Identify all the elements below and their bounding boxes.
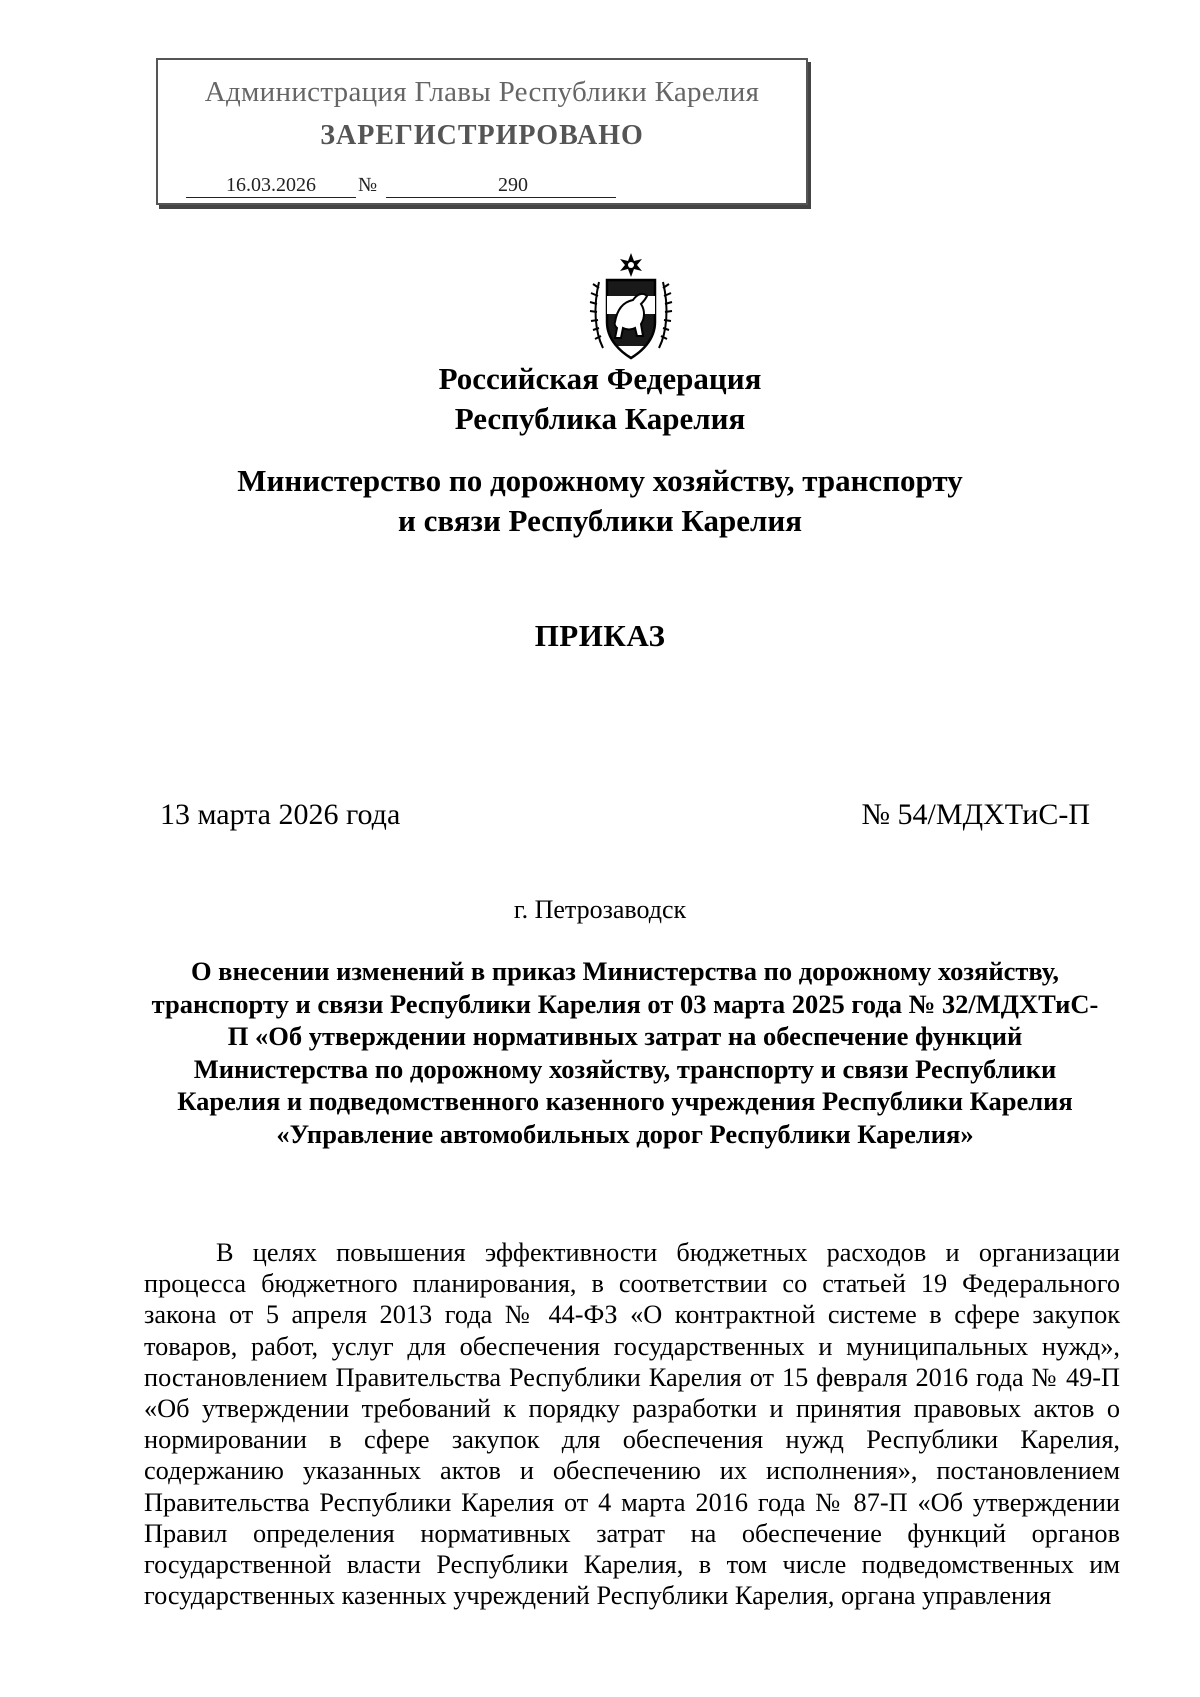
ministry-name-line2: и связи Республики Карелия [398,503,802,538]
stamp-date: 16.03.2026 [186,174,356,198]
document-city: г. Петрозаводск [513,895,687,924]
document-type: ПРИКАЗ [534,618,666,653]
republic-name: Республика Карелия [454,401,746,436]
document-subject: О внесении изменений в приказ Министерства по дорожному хозяйству, транспорту и связи Республики Карелия от 03 марта 2025 года № 32/МДХТиС-П «Об утверждении нормативных затрат на обеспечение функций Министерства по дорожному хозяйству, транспорту и связи Республики Карелия и подведомственного казенного учреждения Республики Карелия «Управление автомобильных дорог Республики Карелия» [151,956,1099,1149]
stamp-registered: ЗАРЕГИСТРИРОВАНО [320,120,644,151]
document-date: 13 марта 2026 года [160,798,401,831]
stamp-authority: Администрация Главы Республики Карелия [204,76,760,108]
registration-stamp [156,58,808,205]
stamp-number: 290 [386,174,616,198]
document-body-paragraph: В целях повышения эффективности бюджетных расходов и организации процесса бюджетного планирования, в соответствии со статьей 19 Федерального закона от 5 апреля 2013 года № 44-ФЗ «О контрактной системе в сфере закупок товаров, работ, услуг для обеспечения государственных и муниципальных нужд», постановлением Правительства Республики Карелия от 15 февраля 2016 года № 49-П «Об утверждении требований к порядку разработки и принятия правовых актов о нормировании в сфере закупок для обеспечения нужд Республики Карелия, содержанию указанных актов и обеспечению их исполнения», постановлением Правительства Республики Карелия от 4 марта 2016 года № 87-П «Об утверждении Правил определения нормативных затрат на обеспечение функций органов государственной власти Республики Карелия, в том числе подведомственных им государственных казенных учреждений Республики Карелия, органа управления [144,1238,1120,1611]
ministry-name-line1: Министерство по дорожному хозяйству, транспорту [237,463,963,498]
coat-of-arms-icon [585,252,677,364]
stamp-number-sign: № [358,174,378,196]
country-name: Российская Федерация [438,361,762,396]
document-number: № 54/МДХТиС-П [861,798,1090,831]
